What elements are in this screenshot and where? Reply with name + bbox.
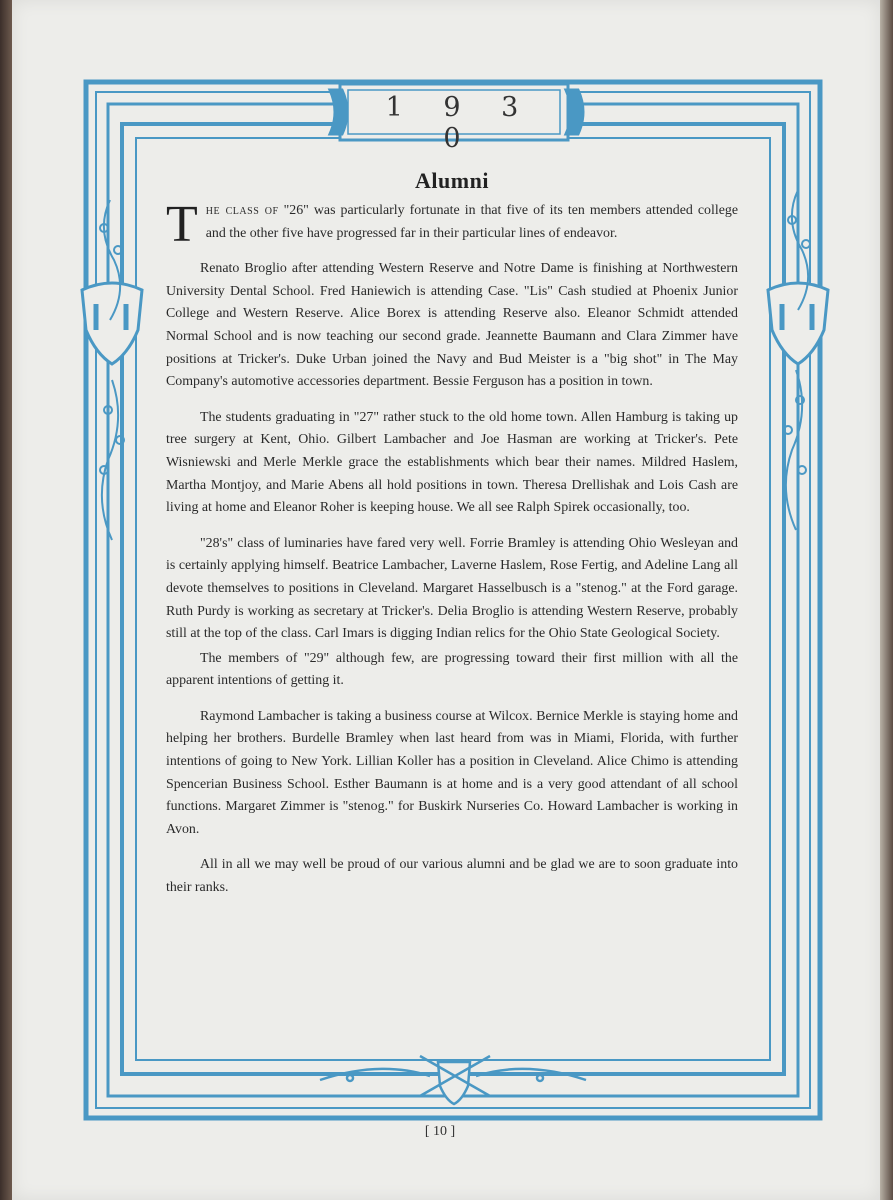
paragraph-class-27: The students graduating in "27" rather stuck to the old home town. Allen Hamburg is taking up tree surgery at Kent, Ohio. Gilbert Lambacher and Joe Hasman are working at Tricker's. Pete Wisniewski and Merle Merkle grace the establishments which bear their names. Mildred Haslem, Martha Montjoy, and Marie Abens all hold positions in town. Theresa Drellishak and Lois Cash are living at home and Eleanor Roher is keeping house. We all see Ralph Spirek occasionally, too. — [166, 409, 738, 516]
paragraph-class-29-intro: The members of "29" although few, are progressing toward their first million with all the apparent intentions of getting it. — [166, 650, 738, 689]
page-number: [ 10 ] — [424, 1124, 456, 1139]
article — [166, 168, 738, 913]
year-heading: 1 9 3 0 — [385, 92, 535, 154]
paragraph-class-26: Renato Broglio after attending Western Reserve and Notre Dame is finishing at Northwestern University Dental School. Fred Haniewich is attending Case. "Lis" Cash studied at Phoenix Junior College and Western Reserve. Alice Borex is attending Reserve also. Eleanor Schmidt attended Normal School and is now teaching our second grade. Jeannette Baumann and Clara Zimmer have positions at Tricker's. Duke Urban joined the Navy and Bud Meister is a "big shot" in The May Company's automotive accessories department. Bessie Ferguson has a position in town. — [166, 261, 738, 390]
paragraph-class-28: "28's" class of luminaries have fared very well. Forrie Bramley is attending Ohio Wesleyan and is certainly applying himself. Beatrice Lambacher, Laverne Haslem, Rose Fertig, and Adeline Lang all devote themselves to positions in Cleveland. Margaret Hasselbusch is a "stenog." at the Ford garage. Ruth Purdy is working as secretary at Tricker's. Delia Broglio is attending Western Reserve, probably still at the top of the class. Carl Imars is digging Indian relics for the Ohio State Geological Society. — [166, 535, 738, 642]
lead-smallcaps: he class of — [205, 203, 279, 218]
paragraph-class-29: Raymond Lambacher is taking a business course at Wilcox. Bernice Merkle is staying home and helping her brothers. Burdelle Bramley when last heard from was in Miami, Florida, with further intentions of going to New York. Lillian Koller has a position in Cleveland. Alice Chimo is attending Spencerian Business School. Esther Baumann is at home and is a very good attendant of all school functions. Margaret Zimmer is "stenog." for Buskirk Nurseries Co. Howard Lambacher is working in Avon. — [166, 708, 738, 837]
page-title: Alumni — [415, 168, 489, 193]
paragraph-closing: All in all we may well be proud of our various alumni and be glad we are to soon graduate into their ranks. — [166, 857, 738, 896]
lead-text: "26" was particularly fortunate in that five of its ten members attended college and the other five have progressed far in their particular lines of endeavor. — [205, 203, 738, 241]
drop-cap: T — [166, 196, 198, 253]
lead-paragraph — [166, 196, 738, 253]
